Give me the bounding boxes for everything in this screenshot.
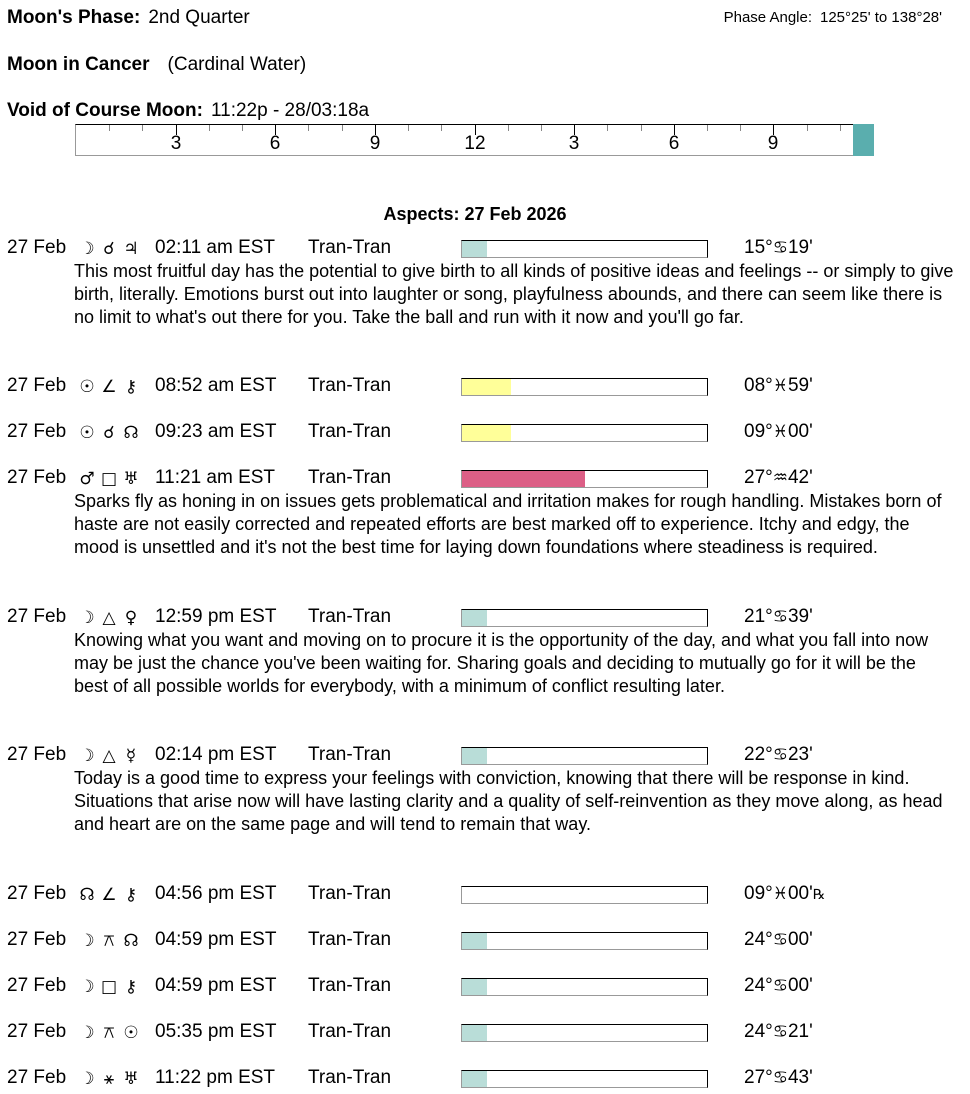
zodiac-sign-icon: ♋ xyxy=(772,1068,788,1088)
aspect-time: 05:35 pm EST xyxy=(155,1021,277,1042)
timeline-minor-tick xyxy=(607,125,608,131)
phase-angle-label: Phase Angle: xyxy=(723,9,812,26)
aspect-date: 27 Feb xyxy=(7,237,67,258)
timeline-minor-tick xyxy=(641,125,642,131)
venus-icon: ♀ xyxy=(124,608,138,628)
aspect-time: 04:59 pm EST xyxy=(155,975,277,996)
north-node-icon: ☊ xyxy=(79,885,95,905)
aspect-position xyxy=(744,744,813,766)
void-of-course xyxy=(7,100,369,122)
aspect-position xyxy=(744,606,813,628)
trine-icon: △ xyxy=(102,746,116,766)
aspect-type: Tran-Tran xyxy=(308,929,392,950)
timeline-tick-label: 9 xyxy=(767,133,779,154)
degree-value: 08° xyxy=(744,375,773,396)
timeline-minor-tick xyxy=(408,125,409,131)
aspect-type: Tran-Tran xyxy=(308,1021,392,1042)
aspect-date: 27 Feb xyxy=(7,1067,67,1088)
aspect-position xyxy=(744,975,813,997)
conjunction-icon: ☌ xyxy=(103,239,115,259)
aspect-strength-bar xyxy=(461,747,708,765)
aspect-glyphs xyxy=(76,468,142,490)
timeline-minor-tick xyxy=(142,125,143,131)
timeline-tick-label: 12 xyxy=(464,133,486,154)
aspect-glyphs xyxy=(76,422,142,444)
quincunx-icon: ⚻ xyxy=(103,1023,115,1043)
moon-sign-label: Moon in Cancer xyxy=(7,54,150,75)
timeline-tick-label: 6 xyxy=(668,133,680,154)
zodiac-sign-icon: ♓ xyxy=(772,422,788,442)
moon-icon: ☽ xyxy=(79,1069,95,1089)
timeline-tick-label: 6 xyxy=(269,133,281,154)
void-of-course-timeline xyxy=(75,124,874,156)
aspect-strength-fill xyxy=(462,1071,487,1087)
aspect-type: Tran-Tran xyxy=(308,975,392,996)
aspect-glyphs xyxy=(76,745,142,767)
jupiter-icon: ♃ xyxy=(123,239,139,259)
aspect-glyphs xyxy=(76,976,142,998)
timeline-minor-tick xyxy=(740,125,741,131)
minutes-value: 00' xyxy=(787,975,813,996)
degree-value: 27° xyxy=(744,1067,773,1088)
aspect-strength-bar xyxy=(461,378,708,396)
aspect-time: 02:11 am EST xyxy=(155,237,276,258)
aspect-description: Sparks fly as honing in on issues gets problematical and irritation makes for rough handling. Mistakes born of haste are not easily corrected and repeated efforts are best marked off to experience. Itchy and edgy, the mood is unsettled and it's not the best time for laying down foundations where steadiness is required. xyxy=(74,491,942,557)
timeline-minor-tick xyxy=(707,125,708,131)
north-node-icon: ☊ xyxy=(123,423,139,443)
aspect-position xyxy=(744,1067,813,1089)
degree-value: 24° xyxy=(744,975,773,996)
moon-phase-value: 2nd Quarter xyxy=(148,7,250,28)
minutes-value: 00' xyxy=(787,421,813,442)
aspect-date: 27 Feb xyxy=(7,883,67,904)
voc-value: 11:22p - 28/03:18a xyxy=(210,100,370,121)
minutes-value: 59' xyxy=(787,375,813,396)
timeline-minor-tick xyxy=(441,125,442,131)
timeline-tick-label: 3 xyxy=(170,133,182,154)
aspect-description: Knowing what you want and moving on to procure it is the opportunity of the day, and what you fall into now may be just the chance you've been waiting for. Sharing goals and deciding to mutually go for it will be the best of all possible worlds for everybody, with a minimum of conflict resulting later. xyxy=(74,630,929,696)
aspect-type: Tran-Tran xyxy=(308,421,392,442)
aspect-date: 27 Feb xyxy=(7,1021,67,1042)
aspect-time: 09:23 am EST xyxy=(155,421,277,442)
conjunction-icon: ☌ xyxy=(103,423,115,443)
semisquare-icon: ∠ xyxy=(101,885,117,905)
north-node-icon: ☊ xyxy=(123,931,139,951)
minutes-value: 43' xyxy=(787,1067,813,1088)
zodiac-sign-icon: ♋ xyxy=(772,745,788,765)
moon-phase-label: Moon's Phase: xyxy=(7,7,141,28)
aspect-strength-fill xyxy=(462,979,487,995)
retrograde-icon: ℞ xyxy=(812,887,826,903)
aspect-strength-bar xyxy=(461,1024,708,1042)
phase-angle-value: 125°25' to 138°28' xyxy=(820,9,942,26)
aspect-type: Tran-Tran xyxy=(308,237,392,258)
zodiac-sign-icon: ♋ xyxy=(772,1022,788,1042)
aspect-description: Today is a good time to express your feelings with conviction, knowing that there will be response in kind. Situations that arise now will have lasting clarity and a quality of self-reinvention as they move along, as head and heart are on the same page and will tend to remain that way. xyxy=(74,768,943,834)
aspect-strength-bar xyxy=(461,978,708,996)
degree-value: 09° xyxy=(744,883,773,904)
degree-value: 15° xyxy=(744,237,773,258)
sun-icon: ☉ xyxy=(79,423,95,443)
aspect-date: 27 Feb xyxy=(7,375,67,396)
timeline-minor-tick xyxy=(508,125,509,131)
aspect-date: 27 Feb xyxy=(7,744,67,765)
aspect-date: 27 Feb xyxy=(7,975,67,996)
aspect-type: Tran-Tran xyxy=(308,375,392,396)
aspect-glyphs xyxy=(76,238,142,260)
degree-value: 24° xyxy=(744,1021,773,1042)
aspect-strength-fill xyxy=(462,471,585,487)
moon-icon: ☽ xyxy=(79,608,95,628)
zodiac-sign-icon: ♓ xyxy=(772,376,788,396)
aspect-time: 02:14 pm EST xyxy=(155,744,277,765)
aspect-time: 08:52 am EST xyxy=(155,375,277,396)
timeline-minor-tick xyxy=(209,125,210,131)
zodiac-sign-icon: ♋ xyxy=(772,930,788,950)
aspect-time: 04:59 pm EST xyxy=(155,929,277,950)
mars-icon: ♂ xyxy=(79,469,95,489)
aspect-type: Tran-Tran xyxy=(308,606,392,627)
aspect-strength-bar xyxy=(461,886,708,904)
zodiac-sign-icon: ♒ xyxy=(772,468,788,488)
void-of-course-segment xyxy=(853,124,874,156)
aspect-date: 27 Feb xyxy=(7,929,67,950)
aspect-strength-bar xyxy=(461,470,708,488)
degree-value: 09° xyxy=(744,421,773,442)
moon-phase xyxy=(7,7,250,29)
minutes-value: 23' xyxy=(787,744,813,765)
aspect-glyphs xyxy=(76,607,142,629)
aspect-description: This most fruitful day has the potential to give birth to all kinds of positive ideas and feelings -- or simply to give birth, literally. Emotions burst out into laughter or song, playfulness abounds, and there can seem like there is no limit to what's out there for you. Take the ball and run with it now and you'll go far. xyxy=(74,261,954,327)
aspect-type: Tran-Tran xyxy=(308,467,392,488)
timeline-minor-tick xyxy=(541,125,542,131)
aspect-time: 11:21 am EST xyxy=(155,467,276,488)
aspect-strength-bar xyxy=(461,1070,708,1088)
sun-icon: ☉ xyxy=(123,1023,139,1043)
timeline-minor-tick xyxy=(308,125,309,131)
aspect-type: Tran-Tran xyxy=(308,744,392,765)
square-icon: □ xyxy=(100,977,118,997)
minutes-value: 39' xyxy=(787,606,813,627)
aspect-strength-bar xyxy=(461,609,708,627)
aspect-strength-bar xyxy=(461,240,708,258)
aspect-strength-fill xyxy=(462,425,511,441)
aspect-strength-bar xyxy=(461,932,708,950)
aspect-time: 11:22 pm EST xyxy=(155,1067,276,1088)
aspect-date: 27 Feb xyxy=(7,467,67,488)
chiron-icon: ⚷ xyxy=(124,977,138,997)
aspects-title: Aspects: 27 Feb 2026 xyxy=(383,204,567,224)
trine-icon: △ xyxy=(102,608,116,628)
minutes-value: 00' xyxy=(787,929,813,950)
aspect-strength-fill xyxy=(462,1025,487,1041)
minutes-value: 21' xyxy=(787,1021,813,1042)
degree-value: 21° xyxy=(744,606,773,627)
quincunx-icon: ⚻ xyxy=(103,931,115,951)
aspect-glyphs xyxy=(76,884,142,906)
uranus-icon: ♅ xyxy=(123,1069,139,1089)
aspect-strength-fill xyxy=(462,933,487,949)
aspect-position xyxy=(744,467,813,489)
timeline-tick-label: 3 xyxy=(568,133,580,154)
voc-label: Void of Course Moon: xyxy=(7,100,203,121)
moon-sign xyxy=(7,54,306,76)
aspect-type: Tran-Tran xyxy=(308,883,392,904)
moon-sign-detail: (Cardinal Water) xyxy=(167,54,307,75)
timeline-minor-tick xyxy=(840,125,841,131)
degree-value: 27° xyxy=(744,467,773,488)
moon-icon: ☽ xyxy=(79,746,95,766)
timeline-minor-tick xyxy=(109,125,110,131)
aspect-strength-fill xyxy=(462,241,487,257)
sun-icon: ☉ xyxy=(79,377,95,397)
aspect-type: Tran-Tran xyxy=(308,1067,392,1088)
timeline-tick-label: 9 xyxy=(369,133,381,154)
aspect-position xyxy=(744,929,813,951)
aspect-date: 27 Feb xyxy=(7,606,67,627)
zodiac-sign-icon: ♋ xyxy=(772,238,788,258)
aspect-position xyxy=(744,375,813,397)
semisquare-icon: ∠ xyxy=(101,377,117,397)
minutes-value: 19' xyxy=(787,237,813,258)
moon-icon: ☽ xyxy=(79,977,95,997)
degree-value: 22° xyxy=(744,744,773,765)
timeline-minor-tick xyxy=(342,125,343,131)
moon-icon: ☽ xyxy=(79,1023,95,1043)
sextile-icon: ⚹ xyxy=(103,1069,115,1089)
aspect-strength-fill xyxy=(462,610,487,626)
mercury-icon: ☿ xyxy=(125,746,137,766)
aspect-strength-fill xyxy=(462,748,487,764)
aspect-time: 04:56 pm EST xyxy=(155,883,277,904)
moon-icon: ☽ xyxy=(79,931,95,951)
chiron-icon: ⚷ xyxy=(124,885,138,905)
aspect-strength-bar xyxy=(461,424,708,442)
timeline-minor-tick xyxy=(242,125,243,131)
uranus-icon: ♅ xyxy=(123,469,139,489)
aspect-position xyxy=(744,237,813,259)
aspect-glyphs xyxy=(76,1068,142,1090)
aspect-glyphs xyxy=(76,376,142,398)
moon-icon: ☽ xyxy=(79,239,95,259)
aspect-position xyxy=(744,1021,813,1043)
degree-value: 24° xyxy=(744,929,773,950)
zodiac-sign-icon: ♋ xyxy=(772,607,788,627)
aspect-glyphs xyxy=(76,1022,142,1044)
aspect-strength-fill xyxy=(462,379,511,395)
chiron-icon: ⚷ xyxy=(124,377,138,397)
aspect-position xyxy=(744,421,813,443)
minutes-value: 00' xyxy=(787,883,813,904)
minutes-value: 42' xyxy=(787,467,813,488)
zodiac-sign-icon: ♋ xyxy=(772,976,788,996)
aspect-glyphs xyxy=(76,930,142,952)
aspect-date: 27 Feb xyxy=(7,421,67,442)
square-icon: □ xyxy=(100,469,118,489)
aspect-position xyxy=(744,883,825,905)
timeline-minor-tick xyxy=(807,125,808,131)
aspect-time: 12:59 pm EST xyxy=(155,606,277,627)
phase-angle xyxy=(724,9,942,26)
zodiac-sign-icon: ♓ xyxy=(772,884,788,904)
